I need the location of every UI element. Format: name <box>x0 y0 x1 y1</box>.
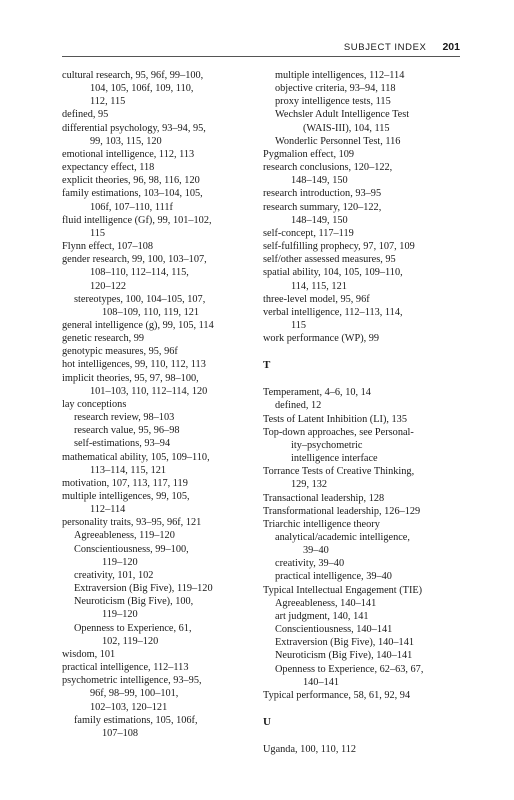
index-entry-line: Typical performance, 58, 61, 92, 94 <box>263 689 411 701</box>
index-entry <box>263 293 465 306</box>
index-entry-line: practical intelligence, 112–113 <box>62 662 189 674</box>
index-subentry <box>263 108 465 134</box>
index-entry <box>263 465 465 491</box>
index-entry-line: Temperament, 4–6, 10, 14 <box>263 387 371 399</box>
index-entry-line: 148–149, 150 <box>291 214 348 226</box>
index-entry <box>62 319 262 332</box>
index-entry-line: 112–114 <box>90 504 126 516</box>
index-subentry <box>62 543 262 569</box>
index-entry <box>263 332 465 345</box>
index-entry-line: (WAIS-III), 104, 115 <box>303 122 390 134</box>
index-entry-line: 107–108 <box>102 727 139 739</box>
index-entry-line: 120–122 <box>90 280 127 292</box>
index-entry-line: 108–109, 110, 119, 121 <box>102 306 200 318</box>
index-entry-line: Wechsler Adult Intelligence Test <box>275 109 410 121</box>
index-entry-line: Neuroticism (Big Five), 140–141 <box>275 650 413 662</box>
index-entry <box>62 108 262 121</box>
index-entry-line: Openness to Experience, 61, <box>74 622 192 634</box>
index-entry-line: 106f, 107–110, 111f <box>90 201 173 213</box>
index-entry-line: Extraversion (Big Five), 119–120 <box>74 583 213 595</box>
index-entry-line: 96f, 98–99, 100–101, <box>90 688 179 700</box>
index-subentry <box>263 623 465 636</box>
index-entry-line: 101–103, 110, 112–114, 120 <box>90 385 208 397</box>
index-entry <box>263 148 465 161</box>
index-entry-line: hot intelligences, 99, 110, 112, 113 <box>62 359 206 371</box>
index-subentry <box>62 582 262 595</box>
index-entry-line: research conclusions, 120–122, <box>263 162 393 174</box>
index-entry-line: practical intelligence, 39–40 <box>275 571 392 583</box>
index-entry-line: 114, 115, 121 <box>291 280 347 292</box>
index-subentry <box>263 570 465 583</box>
index-subentry <box>263 135 465 148</box>
index-entry <box>62 174 262 187</box>
index-subentry <box>62 437 262 450</box>
index-entry-line: cultural research, 95, 96f, 99–100, <box>62 70 204 81</box>
index-entry <box>62 661 262 674</box>
index-entry-line: Conscientiousness, 140–141 <box>275 624 393 636</box>
index-entry-line: 140–141 <box>303 676 340 688</box>
index-entry-line: Transformational leadership, 126–129 <box>263 505 421 517</box>
index-entry <box>263 492 465 505</box>
index-column-left <box>62 69 262 740</box>
index-entry-line: fluid intelligence (Gf), 99, 101–102, <box>62 214 212 226</box>
index-entry <box>62 490 262 516</box>
index-entry-line: three-level model, 95, 96f <box>263 293 370 305</box>
index-entry-line: multiple intelligences, 99, 105, <box>62 491 190 502</box>
index-entry-line: Top-down approaches, see Personal- <box>263 426 414 438</box>
index-entry-line: multiple intelligences, 112–114 <box>275 70 405 81</box>
index-entry-line: 115 <box>291 319 307 331</box>
index-entry-line: lay conceptions <box>62 398 127 410</box>
index-entry-line: implicit theories, 95, 97, 98–100, <box>62 372 199 384</box>
index-entry <box>62 516 262 529</box>
index-entry-line: Agreeableness, 140–141 <box>275 597 377 609</box>
index-entry-line: self-concept, 117–119 <box>263 227 354 239</box>
index-entry-line: ity–psychometric <box>291 439 363 451</box>
index-entry-line: family estimations, 103–104, 105, <box>62 188 203 200</box>
index-entry-line: Extraversion (Big Five), 140–141 <box>275 637 414 649</box>
index-entry <box>62 648 262 661</box>
index-subentry <box>263 95 465 108</box>
index-entry-line: self-fulfilling prophecy, 97, 107, 109 <box>263 241 415 253</box>
page-number: 201 <box>442 41 460 53</box>
index-entry-line: genotypic measures, 95, 96f <box>62 346 178 358</box>
index-subentry <box>62 424 262 437</box>
index-entry <box>263 413 465 426</box>
index-entry-line: 108–110, 112–114, 115, <box>90 267 189 279</box>
index-subentry <box>62 622 262 648</box>
index-entry-line: Pygmalion effect, 109 <box>263 148 355 160</box>
index-entry <box>263 306 465 332</box>
index-entry-line: Conscientiousness, 99–100, <box>74 543 189 555</box>
index-subentry <box>263 531 465 557</box>
index-entry-line: 115 <box>90 227 106 239</box>
index-entry <box>62 345 262 358</box>
index-entry-line: expectancy effect, 118 <box>62 162 155 174</box>
index-entry-line: research value, 95, 96–98 <box>74 425 180 437</box>
index-subentry <box>62 411 262 424</box>
index-subentry <box>263 610 465 623</box>
index-letter-heading: U <box>263 716 271 729</box>
index-entry <box>62 69 262 108</box>
index-entry-line: Wonderlic Personnel Test, 116 <box>275 135 401 147</box>
index-letter-heading: T <box>263 359 271 372</box>
index-entry-line: emotional intelligence, 112, 113 <box>62 148 195 160</box>
index-entry-line: Neuroticism (Big Five), 100, <box>74 596 194 608</box>
index-entry <box>263 266 465 292</box>
index-subentry <box>263 663 465 689</box>
index-entry-line: Torrance Tests of Creative Thinking, <box>263 466 415 478</box>
index-subentry <box>62 714 262 740</box>
index-entry-line: 113–114, 115, 121 <box>90 464 167 476</box>
index-entry-line: family estimations, 105, 106f, <box>74 714 198 726</box>
index-entry-line: research review, 98–103 <box>74 412 175 424</box>
index-entry-line: research introduction, 93–95 <box>263 188 382 200</box>
index-entry <box>62 148 262 161</box>
index-subentry <box>263 636 465 649</box>
index-entry <box>62 253 262 292</box>
running-head-title: SUBJECT INDEX <box>343 42 427 53</box>
index-subentry <box>263 69 465 82</box>
index-entry-line: research summary, 120–122, <box>263 201 382 213</box>
index-entry-line: art judgment, 140, 141 <box>275 610 369 622</box>
index-entry-line: creativity, 101, 102 <box>74 569 154 581</box>
index-entry-line: genetic research, 99 <box>62 333 145 345</box>
index-subentry <box>263 557 465 570</box>
index-entry <box>263 187 465 200</box>
index-subentry <box>62 595 262 621</box>
index-entry-line: analytical/academic intelligence, <box>275 532 410 543</box>
index-entry <box>62 332 262 345</box>
index-entry <box>263 584 465 597</box>
index-entry-line: mathematical ability, 105, 109–110, <box>62 451 210 463</box>
index-entry <box>62 122 262 148</box>
index-entry-line: proxy intelligence tests, 115 <box>275 96 391 108</box>
index-entry <box>263 253 465 266</box>
index-entry <box>263 426 465 465</box>
index-entry-line: Transactional leadership, 128 <box>263 492 385 504</box>
index-subentry <box>62 293 262 319</box>
index-entry <box>263 201 465 227</box>
index-entry-line: differential psychology, 93–94, 95, <box>62 122 206 134</box>
index-entry <box>62 477 262 490</box>
index-entry-line: Typical Intellectual Engagement (TIE) <box>263 584 423 596</box>
index-entry-line: objective criteria, 93–94, 118 <box>275 83 396 95</box>
index-entry-line: Tests of Latent Inhibition (LI), 135 <box>263 413 407 425</box>
index-entry-line: 148–149, 150 <box>291 175 348 187</box>
index-entry-line: motivation, 107, 113, 117, 119 <box>62 477 188 489</box>
index-entry-line: Flynn effect, 107–108 <box>62 241 154 253</box>
index-entry-line: Openness to Experience, 62–63, 67, <box>275 663 424 675</box>
index-entry-line: Agreeableness, 119–120 <box>74 530 175 542</box>
index-subentry <box>62 529 262 542</box>
index-entry <box>263 743 465 756</box>
index-entry-line: 99, 103, 115, 120 <box>90 135 162 147</box>
index-entry <box>62 674 262 713</box>
index-entry-line: gender research, 99, 100, 103–107, <box>62 254 207 266</box>
index-entry-line: defined, 12 <box>275 400 322 412</box>
index-entry-line: work performance (WP), 99 <box>263 333 380 345</box>
index-entry-line: wisdom, 101 <box>62 648 116 660</box>
index-entry-line: personality traits, 93–95, 96f, 121 <box>62 517 202 529</box>
index-entry <box>263 240 465 253</box>
index-entry <box>263 689 465 702</box>
index-entry-line: 112, 115 <box>90 96 126 108</box>
index-subentry <box>263 649 465 662</box>
index-entry <box>62 372 262 398</box>
index-entry-line: Uganda, 100, 110, 112 <box>263 744 357 756</box>
index-entry <box>62 214 262 240</box>
index-entry-line: 119–120 <box>102 556 138 568</box>
index-entry <box>62 451 262 477</box>
index-entry <box>263 505 465 518</box>
index-entry <box>263 518 465 531</box>
index-entry <box>62 398 262 411</box>
index-entry-line: 39–40 <box>303 545 329 557</box>
index-entry-line: spatial ability, 104, 105, 109–110, <box>263 267 403 279</box>
index-subentry <box>62 569 262 582</box>
index-entry-line: self/other assessed measures, 95 <box>263 254 396 266</box>
index-entry-line: explicit theories, 96, 98, 116, 120 <box>62 175 200 187</box>
index-entry-line: intelligence interface <box>291 453 378 465</box>
index-subentry <box>263 399 465 412</box>
index-entry <box>62 358 262 371</box>
running-header <box>62 41 460 57</box>
index-entry-line: general intelligence (g), 99, 105, 114 <box>62 319 214 331</box>
index-entry <box>263 386 465 399</box>
index-entry <box>263 227 465 240</box>
index-entry-line: stereotypes, 100, 104–105, 107, <box>74 293 206 305</box>
index-entry-line: psychometric intelligence, 93–95, <box>62 675 202 687</box>
index-entry-line: 129, 132 <box>291 479 328 491</box>
index-entry-line: verbal intelligence, 112–113, 114, <box>263 306 403 318</box>
index-entry <box>62 240 262 253</box>
index-entry-line: self-estimations, 93–94 <box>74 438 171 450</box>
index-entry-line: Triarchic intelligence theory <box>263 518 380 530</box>
index-entry-line: 119–120 <box>102 609 138 621</box>
index-entry <box>62 161 262 174</box>
index-subentry <box>263 82 465 95</box>
index-entry-line: creativity, 39–40 <box>275 558 345 570</box>
index-entry-line: 104, 105, 106f, 109, 110, <box>90 83 194 95</box>
index-entry <box>62 187 262 213</box>
index-entry-line: 102–103, 120–121 <box>90 701 168 713</box>
index-entry-line: defined, 95 <box>62 109 109 121</box>
index-subentry <box>263 597 465 610</box>
index-column-right <box>263 69 465 756</box>
index-entry <box>263 161 465 187</box>
index-entry-line: 102, 119–120 <box>102 635 159 647</box>
